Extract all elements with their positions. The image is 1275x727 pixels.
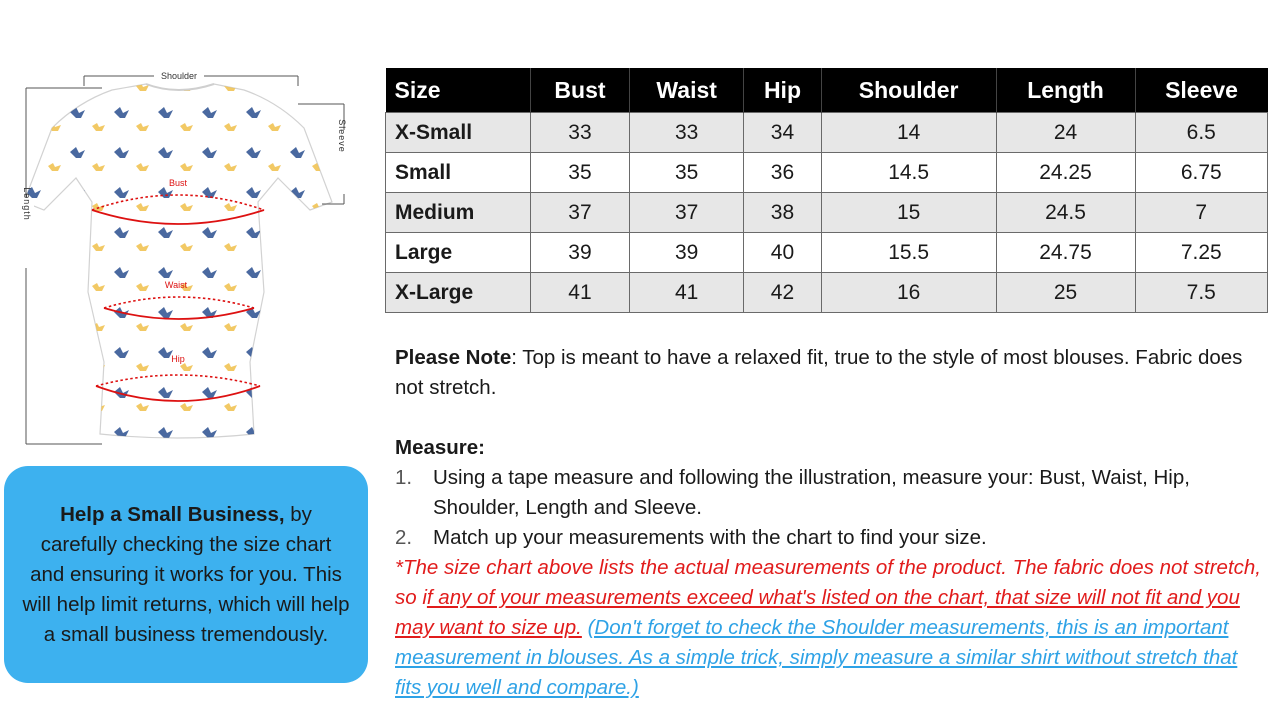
table-header-row [386,68,1268,113]
sleeve-value: 7 [1135,193,1267,233]
sleeve-value: 6.75 [1135,153,1267,193]
waist-value: 39 [630,233,744,273]
table-row [386,153,1268,193]
please-note-label: Please Note [395,346,512,369]
shirt-measurement-illustration [18,62,358,454]
size-name: X-Large [386,273,531,313]
size-name: Small [386,153,531,193]
hip-value: 42 [744,273,822,313]
shoulder-value: 14.5 [821,153,996,193]
hip-value: 40 [744,233,822,273]
hip-label: Hip [171,354,185,364]
step-text: Match up your measurements with the chart to find your size. [433,526,987,549]
header-bust: Bust [530,68,629,113]
measure-heading: Measure: [395,436,486,459]
shoulder-tip-text: (Don't forget to check the Shoulder measurements, this is an important measurement in blouses. As a simple trick, simply measure a similar shirt without stretch that fits you well and compare.) [395,616,1238,699]
table-row [386,233,1268,273]
sleeve-label: Sleeve [337,119,347,153]
measure-steps-list [395,463,1265,553]
callout-text [22,500,350,650]
shoulder-guide [84,68,298,86]
bust-label: Bust [168,178,188,188]
size-name: X-Small [386,113,531,153]
table-row [386,193,1268,233]
length-label: Length [22,187,32,221]
disclaimer-text: *The size chart above lists the actual measurements of the product. The fabric does not stretch, so i [395,556,1261,609]
please-note-text: : Top is meant to have a relaxed fit, true to the style of most blouses. Fabric does not stretch. [395,346,1243,399]
please-note-paragraph [395,343,1265,403]
small-business-callout [4,466,368,683]
header-length: Length [996,68,1135,113]
length-value: 25 [996,273,1135,313]
hip-value: 34 [744,113,822,153]
bust-value: 35 [530,153,629,193]
shoulder-value: 16 [821,273,996,313]
sleeve-value: 7.5 [1135,273,1267,313]
callout-body: by carefully checking the size chart and ensuring it works for you. This will help limit returns, which will help a small business tremendously. [22,502,350,646]
shoulder-label: Shoulder [160,71,198,81]
hip-value: 38 [744,193,822,233]
step-number: 1. [395,466,413,489]
table-row [386,113,1268,153]
shoulder-value: 15 [821,193,996,233]
header-hip: Hip [744,68,822,113]
length-value: 24.5 [996,193,1135,233]
sizing-notes [395,343,1265,703]
disclaimer-size-up-warning: f any of your measurements exceed what's listed on the chart, that size will not fit and you may want to size up. [395,586,1240,639]
waist-value: 33 [630,113,744,153]
bust-value: 39 [530,233,629,273]
step-text: Using a tape measure and following the illustration, measure your: Bust, Waist, Hip, Shoulder, Length and Sleeve. [433,466,1190,519]
list-item [395,463,1265,523]
hip-value: 36 [744,153,822,193]
size-chart-table [385,68,1268,313]
header-size: Size [386,68,531,113]
bust-value: 41 [530,273,629,313]
bust-value: 33 [530,113,629,153]
length-value: 24 [996,113,1135,153]
header-waist: Waist [630,68,744,113]
waist-label: Waist [164,280,188,290]
waist-value: 41 [630,273,744,313]
table-row [386,273,1268,313]
header-sleeve: Sleeve [1135,68,1267,113]
length-value: 24.25 [996,153,1135,193]
list-item [395,523,1265,553]
length-value: 24.75 [996,233,1135,273]
callout-bold: Help a Small Business, [60,502,285,526]
shoulder-value: 14 [821,113,996,153]
size-name: Medium [386,193,531,233]
disclaimer-paragraph [395,553,1265,703]
shirt-body [24,84,332,438]
sleeve-value: 6.5 [1135,113,1267,153]
header-shoulder: Shoulder [821,68,996,113]
waist-value: 35 [630,153,744,193]
step-number: 2. [395,526,413,549]
shoulder-value: 15.5 [821,233,996,273]
size-name: Large [386,233,531,273]
waist-value: 37 [630,193,744,233]
bust-value: 37 [530,193,629,233]
sleeve-value: 7.25 [1135,233,1267,273]
